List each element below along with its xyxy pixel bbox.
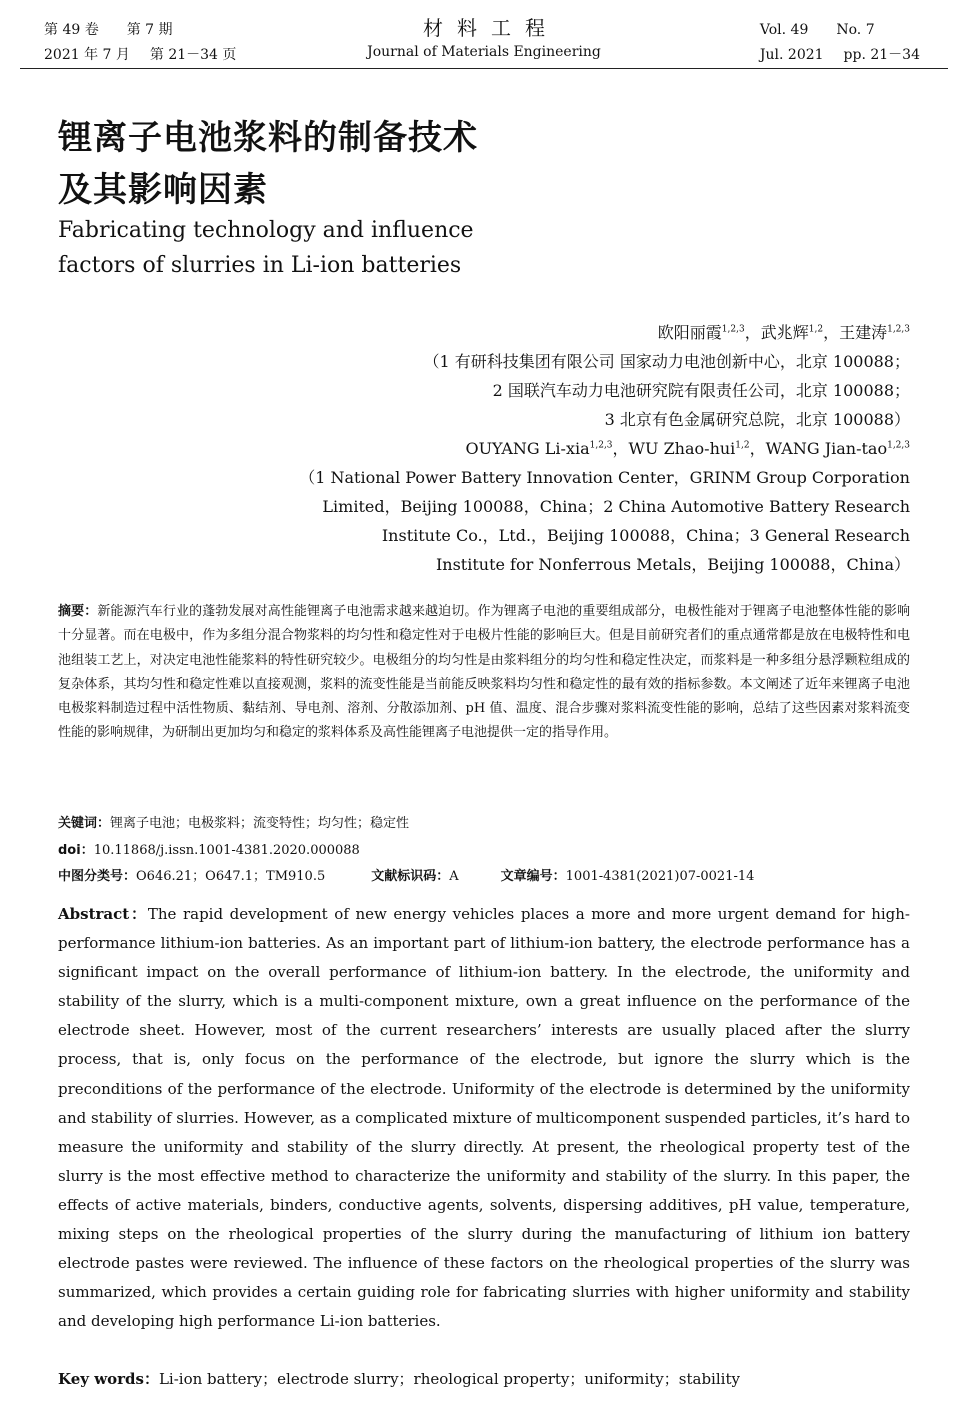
author-separator: ，: [749, 439, 766, 458]
abstract-cn: [58, 600, 910, 746]
author-name: 欧阳丽霞: [657, 323, 722, 342]
abstract-en-label: Abstract：: [58, 905, 148, 923]
classification-line: [58, 866, 910, 888]
author-name: 武兆辉: [760, 323, 809, 342]
author-name: WANG Jian-tao: [765, 439, 888, 458]
journal-header: [20, 14, 948, 69]
keywords-cn-text: 锂离子电池；电极浆料；流变特性；均匀性；稳定性: [110, 816, 410, 831]
issue-cn: 第 7 期: [126, 22, 173, 38]
clc-label: 中图分类号：: [58, 869, 137, 884]
pages-en: pp. 21－34: [843, 47, 920, 63]
author-name: 王建涛: [839, 323, 888, 342]
date-en: Jul. 2021: [759, 47, 824, 63]
title-en: [58, 213, 474, 283]
doi: [58, 840, 910, 862]
keywords-en: [58, 1366, 910, 1392]
author-name: WU Zhao-hui: [628, 439, 736, 458]
doi-text: 10.11868/j.issn.1001-4381.2020.000088: [93, 843, 360, 858]
affiliation-cn-1: （1 有研科技集团有限公司 国家动力电池创新中心，北京 100088；: [423, 352, 910, 371]
keywords-en-label: Key words：: [58, 1370, 159, 1388]
affiliation-en-4: Institute for Nonferrous Metals，Beijing 100088，China）: [435, 555, 910, 574]
doc-code-value: A: [449, 869, 459, 884]
journal-name-en: Journal of Materials Engineering: [367, 44, 601, 60]
affiliation-en-1: （1 National Power Battery Innovation Center，GRINM Group Corporation: [299, 468, 910, 487]
date-cn: 2021 年 7 月: [44, 47, 130, 63]
abstract-en-text: The rapid development of new energy vehicles places a more and more urgent demand for high-performance lithium-ion batteries. As an important part of lithium-ion battery, the electrode performance has a significant impact on the overall performance of lithium-ion battery. In the electrode, the uniformity and stability of the slurry, which is a multi-component mixture, own a great influence on the performance of the electrode sheet. However, most of the current researchers’ interests are usually placed after the slurry process, that is, only focus on the performance of the electrode, but ignore the slurry which is the preconditions of the performance of the electrode. Uniformity of the electrode is determined by the uniformity and stability of slurries. However, as a complicated mixture of multicomponent suspended particles, it’s hard to measure the uniformity and stability of the slurry directly. At present, the rheological property test of the slurry is the most effective method to characterize the uniformity and stability of the slurry. In this paper, the effects of active materials, binders, conductive agents, solvents, dispersing additives, pH value, temperature, mixing steps on the rheological properties of the slurry during the manufacturing of lithium ion battery electrode pastes were reviewed. The influence of these factors on the rheological properties of the slurry was summarized, which provides a certain guiding role for fabricating slurries with higher uniformity and stability and developing high performance Li-ion batteries.: [58, 905, 911, 1331]
header-right: [760, 18, 920, 68]
keywords-en-text: Li-ion battery；electrode slurry；rheological property；uniformity；stability: [158, 1370, 740, 1388]
title-cn-line-1: 锂离子电池浆料的制备技术: [58, 118, 478, 158]
author-affiliation-mark: 1,2,3: [887, 324, 910, 335]
author-affiliation-mark: 1,2,3: [589, 440, 613, 451]
author-separator: ，: [823, 323, 840, 342]
author-names-cn: [210, 318, 910, 347]
title-cn: [58, 112, 478, 216]
affiliation-cn-3: 3 北京有色金属研究总院，北京 100088）: [604, 410, 910, 429]
clc-value: O646.21；O647.1；TM910.5: [136, 869, 326, 884]
title-en-line-2: factors of slurries in Li-ion batteries: [58, 253, 462, 278]
author-names-en: [210, 434, 910, 463]
doc-code-label: 文献标识码：: [371, 869, 450, 884]
authors-block: [210, 318, 910, 579]
issue-en: No. 7: [836, 22, 875, 38]
keywords-cn-label: 关键词：: [58, 816, 111, 831]
doi-label: doi：: [58, 843, 94, 858]
abstract-cn-label: 摘要：: [58, 604, 98, 619]
author-affiliation-mark: 1,2,3: [887, 440, 910, 451]
journal-name-cn: 材料工程: [423, 16, 559, 40]
affiliation-cn-2: 2 国联汽车动力电池研究院有限责任公司，北京 100088；: [492, 381, 910, 400]
author-separator: ，: [744, 323, 761, 342]
author-affiliation-mark: 1,2: [808, 324, 824, 335]
author-name: OUYANG Li-xia: [465, 439, 590, 458]
title-cn-line-2: 及其影响因素: [58, 170, 268, 210]
affiliation-en-3: Institute Co.，Ltd.，Beijing 100088，China；3 General Research: [381, 526, 910, 545]
author-affiliation-mark: 1,2,3: [721, 324, 745, 335]
volume-en: Vol. 49: [759, 22, 809, 38]
abstract-en: [58, 900, 910, 1336]
pages-cn: 第 21－34 页: [149, 47, 237, 63]
article-no-value: 1001-4381(2021)07-0021-14: [565, 869, 755, 884]
affiliation-en-2: Limited，Beijing 100088，China；2 China Automotive Battery Research: [322, 497, 910, 516]
volume-cn: 第 49 卷: [44, 22, 99, 38]
keywords-cn: [58, 813, 910, 835]
author-affiliation-mark: 1,2: [735, 440, 750, 451]
title-en-line-1: Fabricating technology and influence: [58, 218, 474, 243]
abstract-cn-text: 新能源汽车行业的蓬勃发展对高性能锂离子电池需求越来越迫切。作为锂离子电池的重要组成部分，电极性能对于锂离子电池整体性能的影响十分显著。而在电极中，作为多组分混合物浆料的均匀性和稳定性对于电极片性能的影响巨大。但是目前研究者们的重点通常都是放在电极特性和电池组装工艺上，对决定电池性能浆料的特性研究较少。电极组分的均匀性是由浆料组分的均匀性和稳定性决定，而浆料是一种多组分悬浮颗粒组成的复杂体系，其均匀性和稳定性难以直接观测，浆料的流变性能是当前能反映浆料均匀性和稳定性的最有效的指标参数。本文阐述了近年来锂离子电池电极浆料制造过程中活性物质、黏结剂、导电剂、溶剂、分散添加剂、pH 值、温度、混合步骤对浆料流变性能的影响，总结了这些因素对浆料流变性能的影响规律，为研制出更加均匀和稳定的浆料体系及高性能锂离子电池提供一定的指导作用。: [58, 604, 910, 741]
article-no-label: 文章编号：: [500, 869, 566, 884]
author-separator: ，: [612, 439, 629, 458]
